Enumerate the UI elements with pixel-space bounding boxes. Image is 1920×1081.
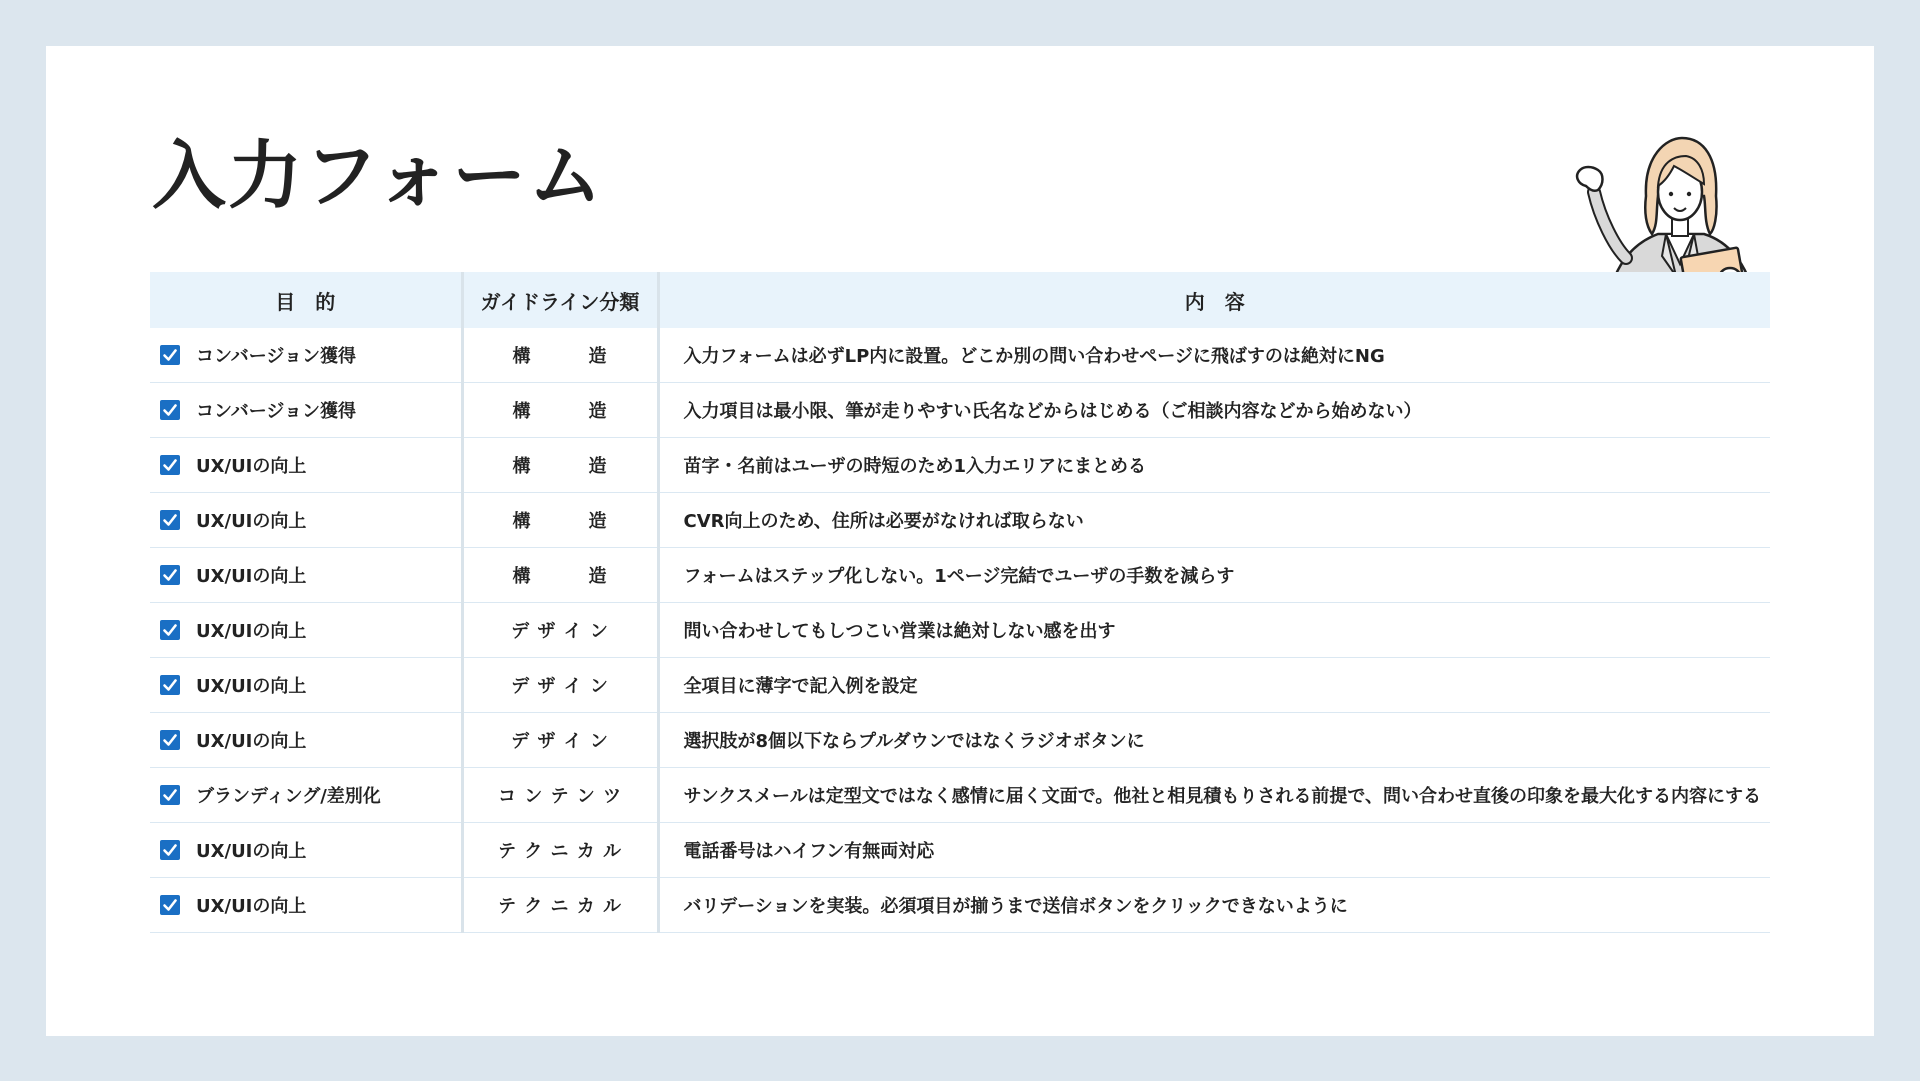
- content-cell: サンクスメールは定型文ではなく感情に届く文面で。他社と相見積もりされる前提で、問い合わせ直後の印象を最大化する内容にする: [658, 768, 1770, 823]
- purpose-wrap: [160, 727, 461, 753]
- content-cell: 入力フォームは必ずLP内に設置。どこか別の問い合わせページに飛ばすのは絶対にNG: [658, 328, 1770, 383]
- guideline-table: [150, 272, 1770, 933]
- purpose-cell: [150, 768, 462, 823]
- purpose-cell: [150, 438, 462, 493]
- content-cell: 苗字・名前はユーザの時短のため1入力エリアにまとめる: [658, 438, 1770, 493]
- checkbox-checked-icon[interactable]: [160, 345, 180, 365]
- category-cell: テ ク ニ カ ル: [462, 823, 658, 878]
- checkbox-checked-icon[interactable]: [160, 730, 180, 750]
- content-cell: 選択肢が8個以下ならプルダウンではなくラジオボタンに: [658, 713, 1770, 768]
- purpose-cell: [150, 383, 462, 438]
- purpose-label: UX/UIの向上: [196, 841, 307, 862]
- purpose-wrap: [160, 782, 461, 808]
- checkbox-checked-icon[interactable]: [160, 455, 180, 475]
- slide-card: [46, 46, 1874, 1036]
- content-cell: 問い合わせしてもしつこい営業は絶対しない感を出す: [658, 603, 1770, 658]
- content-cell: フォームはステップ化しない。1ページ完結でユーザの手数を減らす: [658, 548, 1770, 603]
- category-cell: デ ザ イ ン: [462, 603, 658, 658]
- content-cell: 全項目に薄字で記入例を設定: [658, 658, 1770, 713]
- purpose-wrap: [160, 617, 461, 643]
- table-row: [150, 713, 1770, 768]
- purpose-label: UX/UIの向上: [196, 621, 307, 642]
- content-cell: 入力項目は最小限、筆が走りやすい氏名などからはじめる（ご相談内容などから始めない）: [658, 383, 1770, 438]
- purpose-cell: [150, 878, 462, 933]
- purpose-cell: [150, 603, 462, 658]
- checkbox-checked-icon[interactable]: [160, 895, 180, 915]
- category-cell: 構 造: [462, 493, 658, 548]
- category-cell: テ ク ニ カ ル: [462, 878, 658, 933]
- checkbox-checked-icon[interactable]: [160, 565, 180, 585]
- table-row: [150, 328, 1770, 383]
- purpose-label: UX/UIの向上: [196, 731, 307, 752]
- checkbox-checked-icon[interactable]: [160, 510, 180, 530]
- purpose-wrap: [160, 672, 461, 698]
- category-cell: コ ン テ ン ツ: [462, 768, 658, 823]
- table-row: [150, 493, 1770, 548]
- table-row: [150, 878, 1770, 933]
- purpose-cell: [150, 713, 462, 768]
- content-cell: CVR向上のため、住所は必要がなければ取らない: [658, 493, 1770, 548]
- checkbox-checked-icon[interactable]: [160, 675, 180, 695]
- category-cell: デ ザ イ ン: [462, 658, 658, 713]
- checkbox-checked-icon[interactable]: [160, 785, 180, 805]
- table-row: [150, 823, 1770, 878]
- table-row: [150, 438, 1770, 493]
- purpose-label: UX/UIの向上: [196, 676, 307, 697]
- category-cell: 構 造: [462, 548, 658, 603]
- table-row: [150, 603, 1770, 658]
- checkbox-checked-icon[interactable]: [160, 400, 180, 420]
- table-row: [150, 383, 1770, 438]
- purpose-wrap: [160, 452, 461, 478]
- purpose-wrap: [160, 397, 461, 423]
- category-cell: デ ザ イ ン: [462, 713, 658, 768]
- purpose-label: UX/UIの向上: [196, 566, 307, 587]
- purpose-cell: [150, 328, 462, 383]
- purpose-wrap: [160, 507, 461, 533]
- purpose-wrap: [160, 892, 461, 918]
- purpose-wrap: [160, 837, 461, 863]
- category-cell: 構 造: [462, 438, 658, 493]
- table-header-row: [150, 272, 1770, 328]
- header-purpose: 目 的: [150, 272, 462, 328]
- checkbox-checked-icon[interactable]: [160, 840, 180, 860]
- purpose-cell: [150, 548, 462, 603]
- content-cell: バリデーションを実装。必須項目が揃うまで送信ボタンをクリックできないように: [658, 878, 1770, 933]
- table-row: [150, 768, 1770, 823]
- page-title: 入力フォーム: [152, 133, 605, 219]
- purpose-cell: [150, 493, 462, 548]
- table-row: [150, 658, 1770, 713]
- checkbox-checked-icon[interactable]: [160, 620, 180, 640]
- purpose-label: コンバージョン獲得: [196, 346, 357, 367]
- category-cell: 構 造: [462, 383, 658, 438]
- header-category: ガイドライン分類: [462, 272, 658, 328]
- purpose-label: UX/UIの向上: [196, 456, 307, 477]
- category-cell: 構 造: [462, 328, 658, 383]
- purpose-cell: [150, 823, 462, 878]
- header-content: 内 容: [658, 272, 1770, 328]
- purpose-cell: [150, 658, 462, 713]
- table-row: [150, 548, 1770, 603]
- purpose-label: ブランディング/差別化: [196, 786, 381, 807]
- content-cell: 電話番号はハイフン有無両対応: [658, 823, 1770, 878]
- purpose-label: コンバージョン獲得: [196, 401, 357, 422]
- purpose-label: UX/UIの向上: [196, 896, 307, 917]
- purpose-wrap: [160, 342, 461, 368]
- purpose-label: UX/UIの向上: [196, 511, 307, 532]
- purpose-wrap: [160, 562, 461, 588]
